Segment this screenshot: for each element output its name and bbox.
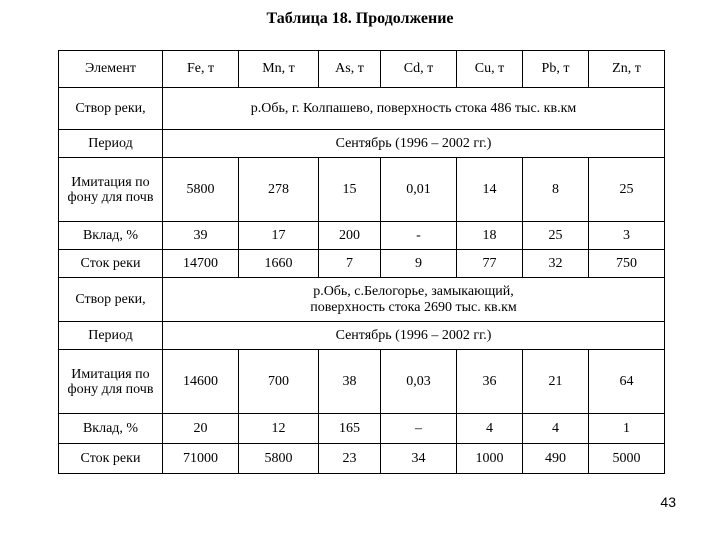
cell-pb: 4 <box>523 414 589 444</box>
cell-cd: 9 <box>381 250 457 278</box>
header-zn: Zn, т <box>589 51 665 88</box>
period-row-1 <box>59 130 665 158</box>
table-row <box>59 444 665 474</box>
cell-zn: 750 <box>589 250 665 278</box>
cell-fe: 14600 <box>163 350 239 414</box>
row-label: Имитация по фону для почв <box>59 350 163 414</box>
cell-zn: 1 <box>589 414 665 444</box>
cell-as: 38 <box>319 350 381 414</box>
period-value-1: Сентябрь (1996 – 2002 гг.) <box>163 130 665 158</box>
cell-mn: 5800 <box>239 444 319 474</box>
cell-mn: 700 <box>239 350 319 414</box>
cell-cu: 1000 <box>457 444 523 474</box>
cell-cu: 77 <box>457 250 523 278</box>
cell-cu: 18 <box>457 222 523 250</box>
cell-mn: 278 <box>239 158 319 222</box>
header-element: Элемент <box>59 51 163 88</box>
header-pb: Pb, т <box>523 51 589 88</box>
table-row <box>59 250 665 278</box>
stvor-row-2 <box>59 278 665 322</box>
header-as: As, т <box>319 51 381 88</box>
cell-cu: 36 <box>457 350 523 414</box>
period-label-1: Период <box>59 130 163 158</box>
header-fe: Fe, т <box>163 51 239 88</box>
cell-as: 23 <box>319 444 381 474</box>
cell-as: 7 <box>319 250 381 278</box>
cell-zn: 25 <box>589 158 665 222</box>
cell-cu: 4 <box>457 414 523 444</box>
row-label: Имитация по фону для почв <box>59 158 163 222</box>
cell-zn: 5000 <box>589 444 665 474</box>
stvor-label-2: Створ реки, <box>59 278 163 322</box>
table-row <box>59 350 665 414</box>
stvor-value-1: р.Обь, г. Колпашево, поверхность стока 486 тыс. кв.км <box>163 88 665 130</box>
header-row <box>59 51 665 88</box>
table-title: Таблица 18. Продолжение <box>266 10 454 27</box>
header-mn: Mn, т <box>239 51 319 88</box>
stvor-value-2: р.Обь, с.Белогорье, замыкающий, поверхность стока 2690 тыс. кв.км <box>163 278 665 322</box>
row-label: Вклад, % <box>59 414 163 444</box>
cell-cd: – <box>381 414 457 444</box>
cell-cd: 34 <box>381 444 457 474</box>
cell-pb: 32 <box>523 250 589 278</box>
row-label: Сток реки <box>59 250 163 278</box>
table-row <box>59 414 665 444</box>
row-label: Вклад, % <box>59 222 163 250</box>
page-number: 43 <box>660 494 676 510</box>
cell-as: 15 <box>319 158 381 222</box>
cell-pb: 25 <box>523 222 589 250</box>
data-table <box>58 50 665 474</box>
period-row-2 <box>59 322 665 350</box>
cell-fe: 14700 <box>163 250 239 278</box>
cell-cd: - <box>381 222 457 250</box>
cell-zn: 64 <box>589 350 665 414</box>
header-cd: Cd, т <box>381 51 457 88</box>
cell-cu: 14 <box>457 158 523 222</box>
cell-as: 200 <box>319 222 381 250</box>
cell-pb: 21 <box>523 350 589 414</box>
cell-mn: 1660 <box>239 250 319 278</box>
period-label-2: Период <box>59 322 163 350</box>
cell-as: 165 <box>319 414 381 444</box>
cell-fe: 20 <box>163 414 239 444</box>
cell-pb: 8 <box>523 158 589 222</box>
cell-pb: 490 <box>523 444 589 474</box>
cell-mn: 12 <box>239 414 319 444</box>
cell-cd: 0,01 <box>381 158 457 222</box>
cell-zn: 3 <box>589 222 665 250</box>
header-cu: Cu, т <box>457 51 523 88</box>
row-label: Сток реки <box>59 444 163 474</box>
table-row <box>59 222 665 250</box>
cell-mn: 17 <box>239 222 319 250</box>
stvor-label-1: Створ реки, <box>59 88 163 130</box>
cell-fe: 5800 <box>163 158 239 222</box>
stvor-row-1 <box>59 88 665 130</box>
period-value-2: Сентябрь (1996 – 2002 гг.) <box>163 322 665 350</box>
cell-cd: 0,03 <box>381 350 457 414</box>
table-row <box>59 158 665 222</box>
cell-fe: 39 <box>163 222 239 250</box>
cell-fe: 71000 <box>163 444 239 474</box>
